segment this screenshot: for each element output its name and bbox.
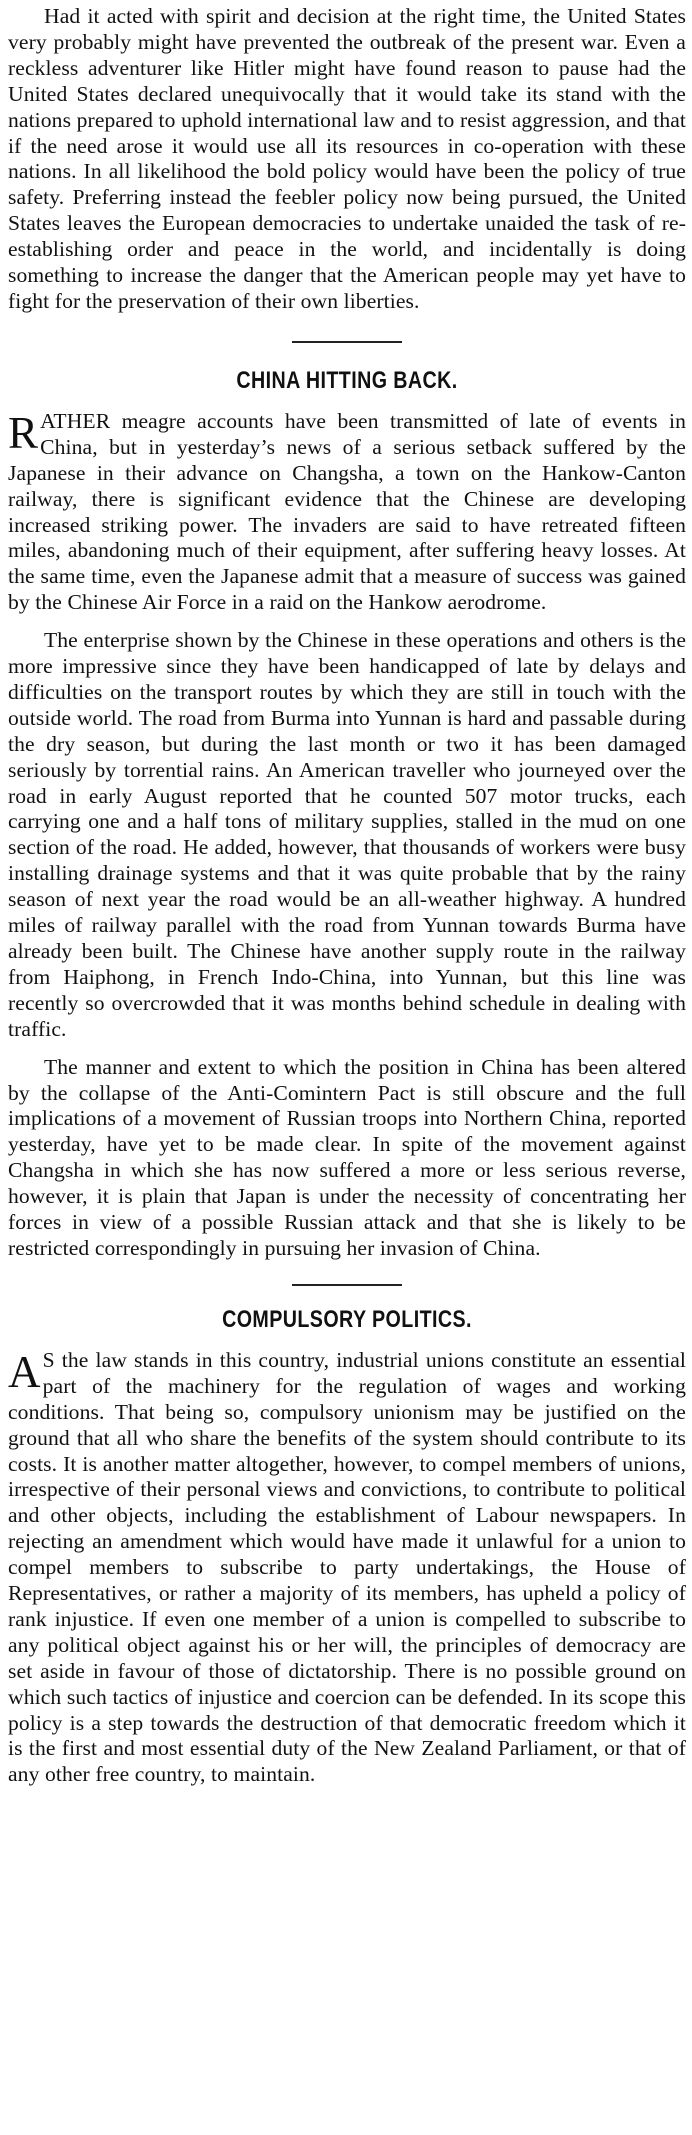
article-title: COMPULSORY POLITICS. xyxy=(222,1305,472,1333)
article-us-policy xyxy=(8,4,686,315)
article-title: CHINA HITTING BACK. xyxy=(236,366,458,394)
article-compulsory-politics xyxy=(8,1306,686,1788)
article-paragraph: Had it acted with spirit and decision at the right time, the United States very probably might have prevented the outbreak of the present war. Even a reckless adventurer like Hitler might have found reason to pause had the United States declared unequivocally that it would take its stand with the nations prepared to uphold international law and to resist aggression, and that if the need arose it would use all its resources in co-operation with these nations. In all likelihood the bold policy would have been the policy of true safety. Preferring instead the feebler policy now being pursued, the United States leaves the European democracies to undertake unaided the task of re-establishing order and peace in the world, and incidentally is doing something to increase the danger that the American people may yet have to fight for the preservation of their own liberties. xyxy=(8,4,686,313)
drop-cap: R xyxy=(8,407,39,458)
article-china-hitting-back xyxy=(8,367,686,1262)
article-lead-paragraph xyxy=(8,409,686,616)
drop-cap: A xyxy=(8,1346,41,1397)
lead-paragraph-text: S the law stands in this country, industrial unions constitute an essential part of the machinery for the regulation of wages and working conditions. That being so, compulsory unionism may be justified on the ground that all who share the benefits of the system should contribute to its costs. It is another matter altogether, however, to compel members of unions, irrespective of their personal views and convictions, to contribute to political and other objects, including the establishment of Labour newspapers. In rejecting an amendment which would have made it unlawful for a union to compel members to subscribe to party undertakings, the House of Representatives, or rather a majority of its members, has upheld a policy of rank injustice. If even one member of a union is compelled to subscribe to any political object against his or her will, the principles of democracy are set aside in favour of those of dictatorship. There is no possible ground on which such tactics of injustice and coercion can be defended. In its scope this policy is a step towards the destruction of that democratic freedom which it is the first and most essential duty of the New Zealand Parliament, or that of any other free country, to maintain. xyxy=(8,1347,686,1787)
section-divider xyxy=(292,341,402,343)
article-lead-paragraph xyxy=(8,1348,686,1788)
article-paragraph: The manner and extent to which the position in China has been altered by the collapse of the Anti-Comintern Pact is still obscure and the full implications of a movement of Russian troops into Northern China, reported yesterday, have yet to be made clear. In spite of the movement against Changsha in which she has now suffered a more or less serious reverse, however, it is plain that Japan is under the necessity of concentrating her forces in view of a possible Russian attack and that she is likely to be restricted correspondingly in pursuing her invasion of China. xyxy=(8,1054,686,1260)
article-paragraph: The enterprise shown by the Chinese in these operations and others is the more impressive since they have been handicapped of late by delays and difficulties on the transport routes by which they are still in touch with the outside world. The road from Burma into Yunnan is hard and passable during the dry season, but during the last month or two it has been damaged seriously by torrential rains. An American traveller who journeyed over the road in early August reported that he counted 507 motor trucks, each carrying one and a half tons of military supplies, stalled in the mud on one section of the road. He added, however, that thousands of workers were busy installing drainage systems and that it was quite probable that by the rainy season of next year the road would be an all-weather highway. A hundred miles of railway parallel with the road from Yunnan towards Burma have already been built. The Chinese have another supply route in the railway from Haiphong, in French Indo-China, into Yunnan, but this line was recently so overcrowded that it was months behind schedule in dealing with traffic. xyxy=(8,628,686,1041)
section-divider xyxy=(292,1284,402,1286)
lead-paragraph-text: ATHER meagre accounts have been transmitted of late of events in China, but in yesterday’s news of a serious setback suffered by the Japanese in their advance on Changsha, a town on the Hankow-Canton railway, there is significant evidence that the Chinese are developing increased striking power. The invaders are said to have retreated fifteen miles, abandoning much of their equipment, after suffering heavy losses. At the same time, even the Japanese admit that a measure of success was gained by the Chinese Air Force in a raid on the Hankow aerodrome. xyxy=(8,408,686,615)
